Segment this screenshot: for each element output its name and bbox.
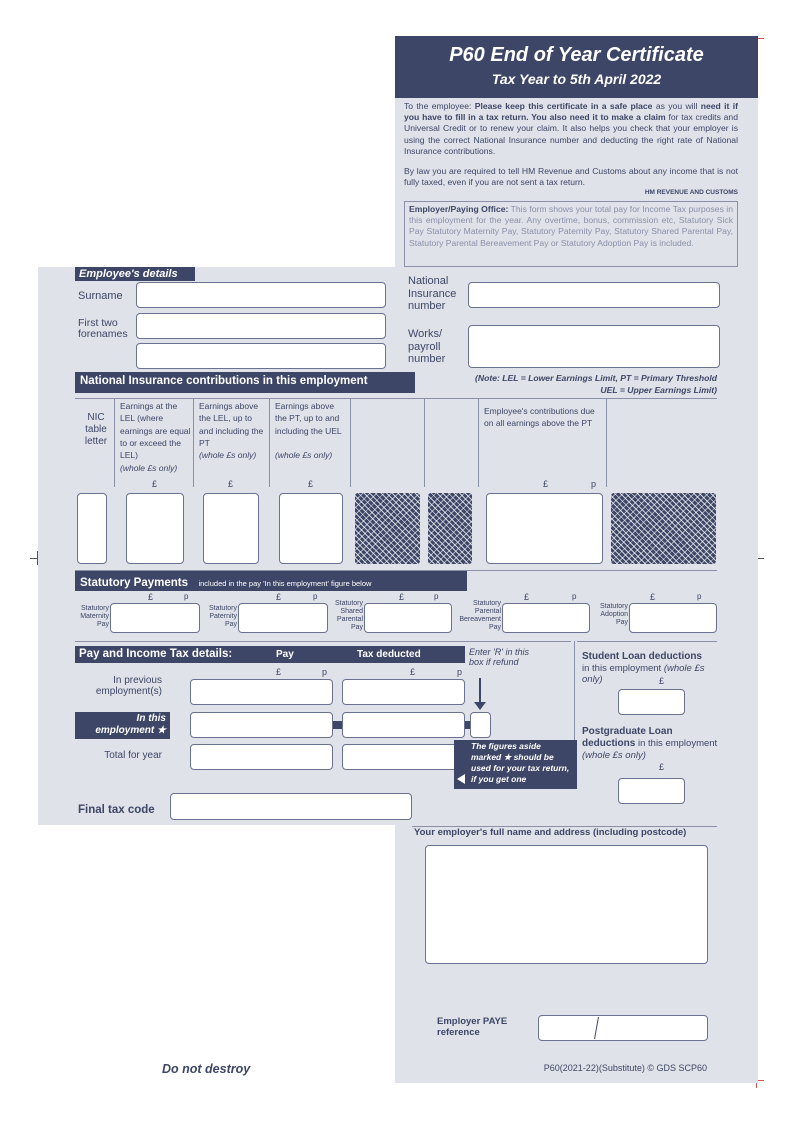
postgraduate-loan-field[interactable] — [618, 778, 685, 804]
ni-number-field[interactable] — [468, 282, 720, 308]
void-pattern — [611, 493, 716, 564]
this-tax-field[interactable] — [342, 712, 465, 738]
this-pay-field[interactable] — [190, 712, 333, 738]
pence-sign: p — [322, 667, 328, 677]
unit-note: (whole £s only) — [582, 750, 646, 761]
connector — [333, 721, 342, 729]
unit-note: (whole £s only) — [582, 663, 705, 686]
pound-sign: £ — [659, 762, 665, 772]
statutory-title: Statutory Payments — [80, 577, 189, 589]
maternity-label: Statutory Maternity Pay — [80, 605, 109, 629]
pound-sign: £ — [148, 592, 154, 602]
paternity-field[interactable] — [238, 603, 328, 633]
paye-reference-label: Employer PAYE reference — [437, 1016, 508, 1038]
student-loan-label — [582, 651, 722, 686]
divider — [75, 641, 571, 642]
works-number-field[interactable] — [468, 325, 720, 368]
legal-paragraph: By law you are required to tell HM Revenue and Customs about any income that is not fully taxed, even if you are not sent a tax return. — [404, 166, 738, 188]
shared-parental-label: Statutory Shared Parental Pay — [334, 600, 363, 632]
nic-pt-field[interactable] — [203, 493, 259, 564]
nic-pt-header — [199, 400, 267, 462]
divider — [424, 399, 425, 487]
figures-note-text: The figures aside marked ★ should be used for your tax return, if you get one — [471, 741, 570, 785]
paye-reference-field[interactable] — [538, 1015, 708, 1041]
student-loan-sub: in this employment — [582, 663, 662, 674]
bereavement-label: Statutory Parental Bereavement Pay — [459, 600, 501, 632]
down-arrow-icon — [474, 702, 486, 710]
divider — [75, 398, 717, 399]
postgraduate-loan-label — [582, 726, 722, 761]
nic-contrib-field[interactable] — [486, 493, 603, 564]
intro-text: as you will — [652, 101, 701, 111]
postgraduate-loan-sub: in this employment — [637, 738, 718, 749]
office-label: Employer/Paying Office: — [409, 204, 509, 214]
nic-note-line: UEL = Upper Earnings Limit) — [600, 384, 717, 395]
forename-field-1[interactable] — [136, 313, 386, 339]
intro-paragraph — [404, 101, 738, 157]
previous-pay-field[interactable] — [190, 679, 333, 705]
paternity-label: Statutory Paternity Pay — [208, 605, 237, 629]
adoption-field[interactable] — [629, 603, 717, 633]
works-number-label: Works/ payroll number — [408, 328, 446, 366]
pence-sign: p — [434, 592, 439, 601]
employer-office-box — [404, 201, 738, 267]
down-arrow-icon — [479, 678, 481, 704]
student-loan-field[interactable] — [618, 689, 685, 715]
form-reference: P60(2021-22)(Substitute) © GDS SCP60 — [543, 1063, 707, 1073]
divider — [478, 399, 479, 487]
unit-note: (whole £s only) — [275, 450, 333, 461]
pence-sign: p — [572, 592, 577, 601]
statutory-note: included in the pay 'In this employment' figure below — [198, 579, 372, 588]
certificate-title: P60 End of Year Certificate — [449, 44, 704, 66]
ni-number-label: National Insurance number — [408, 275, 457, 313]
nic-lel-text: Earnings at the LEL (where earnings are equal to or exceed the LEL) — [120, 401, 191, 461]
pence-sign: p — [184, 592, 189, 601]
unit-note: (whole £s only) — [199, 450, 257, 461]
maternity-field[interactable] — [110, 603, 200, 633]
unit-note: (whole £s only) — [120, 462, 178, 473]
pound-sign: £ — [659, 676, 665, 686]
figures-note-box — [454, 740, 577, 789]
nic-pt-text: Earnings above the LEL, up to and including the PT — [199, 401, 264, 448]
certificate-header — [395, 36, 758, 98]
this-employment-label: In this employment ★ — [75, 712, 170, 739]
pound-sign: £ — [543, 479, 549, 489]
forename-field-2[interactable] — [136, 343, 386, 369]
divider — [577, 641, 717, 642]
divider — [350, 399, 351, 487]
adoption-label: Statutory Adoption Pay — [599, 603, 628, 627]
nic-note-line: (Note: LEL = Lower Earnings Limit, PT = Primary Threshold — [475, 373, 717, 383]
total-pay-field[interactable] — [190, 744, 333, 770]
pound-sign: £ — [228, 479, 234, 489]
intro-text-bold: Please keep this certificate in a safe place — [474, 101, 653, 111]
divider — [114, 399, 115, 487]
intro-text-bold: need it if you have to fill in a tax return. You also need it to make a claim — [404, 101, 738, 123]
final-tax-code-field[interactable] — [170, 793, 412, 820]
bereavement-field[interactable] — [502, 603, 590, 633]
pence-sign: p — [697, 592, 702, 601]
student-loan-title: Student Loan deductions — [582, 651, 702, 662]
pound-sign: £ — [399, 592, 405, 602]
void-pattern — [428, 493, 472, 564]
nic-lel-field[interactable] — [126, 493, 184, 564]
forenames-label: First two forenames — [78, 317, 128, 340]
pound-sign: £ — [410, 667, 416, 677]
statutory-heading — [75, 571, 467, 591]
pound-sign: £ — [524, 592, 530, 602]
employer-address-label: Your employer's full name and address (including postcode) — [414, 827, 687, 838]
pay-column-header: Pay — [276, 649, 294, 660]
pence-sign: p — [313, 592, 318, 601]
previous-employment-label: In previous employment(s) — [95, 675, 162, 697]
shared-parental-field[interactable] — [364, 603, 452, 633]
pay-tax-title: Pay and Income Tax details: — [79, 648, 233, 660]
intro-text: for tax credits and Universal Credit or to renew your claim. It also helps you check that your employer is using the correct National Insurance number and deducting the right rate of National Insurance contributions. — [404, 112, 738, 156]
nic-contrib-header: Employee's contributions due on all earnings above the PT — [484, 406, 595, 429]
pay-tax-heading — [75, 646, 465, 663]
surname-label: Surname — [78, 290, 123, 302]
intro-text: To the employee: — [404, 101, 475, 111]
pence-sign: p — [457, 667, 463, 677]
nic-uel-text: Earnings above the PT, up to and including the UEL — [275, 401, 342, 436]
nic-uel-header — [275, 400, 347, 462]
final-tax-code-label: Final tax code — [78, 804, 155, 816]
left-arrow-icon — [457, 774, 465, 784]
nic-letter-header: NIC table letter — [84, 412, 108, 447]
previous-tax-field[interactable] — [342, 679, 465, 705]
refund-field[interactable] — [470, 712, 491, 738]
nic-heading: National Insurance contributions in this employment — [75, 372, 415, 393]
nic-uel-field[interactable] — [279, 493, 343, 564]
total-tax-field[interactable] — [342, 744, 465, 770]
refund-note: Enter 'R' in this box if refund — [469, 647, 529, 667]
pound-sign: £ — [152, 479, 158, 489]
tax-column-header: Tax deducted — [357, 649, 421, 660]
do-not-destroy: Do not destroy — [162, 1062, 251, 1076]
divider — [606, 399, 607, 487]
total-year-label: Total for year — [104, 750, 162, 761]
nic-lel-header — [120, 400, 192, 474]
divider — [193, 399, 194, 487]
nic-note — [420, 373, 717, 396]
pound-sign: £ — [308, 479, 314, 489]
tax-year: Tax Year to 5th April 2022 — [491, 71, 662, 87]
hmrc-label: HM REVENUE AND CUSTOMS — [644, 189, 738, 196]
surname-field[interactable] — [136, 282, 386, 308]
postgraduate-loan-title: Postgraduate Loan deductions — [582, 726, 673, 749]
employer-address-field[interactable] — [425, 845, 708, 964]
pound-sign: £ — [276, 592, 282, 602]
void-pattern — [355, 493, 420, 564]
office-text: This form shows your total pay for Income Tax purposes in this employment for the year. Any overtime, bonus, commission etc, Statutory Sick Pay Statutory Maternity Pay, Statutory Paternity Pay, Statutory Shared Parental Pay, Statutory Parental Bereavement Pay or Statutory Adoption Pay is included. — [409, 204, 733, 248]
nic-letter-field[interactable] — [77, 493, 107, 564]
pound-sign: £ — [650, 592, 656, 602]
divider — [269, 399, 270, 487]
pence-sign: p — [591, 479, 597, 489]
employee-details-heading: Employee's details — [75, 267, 195, 281]
pound-sign: £ — [276, 667, 282, 677]
